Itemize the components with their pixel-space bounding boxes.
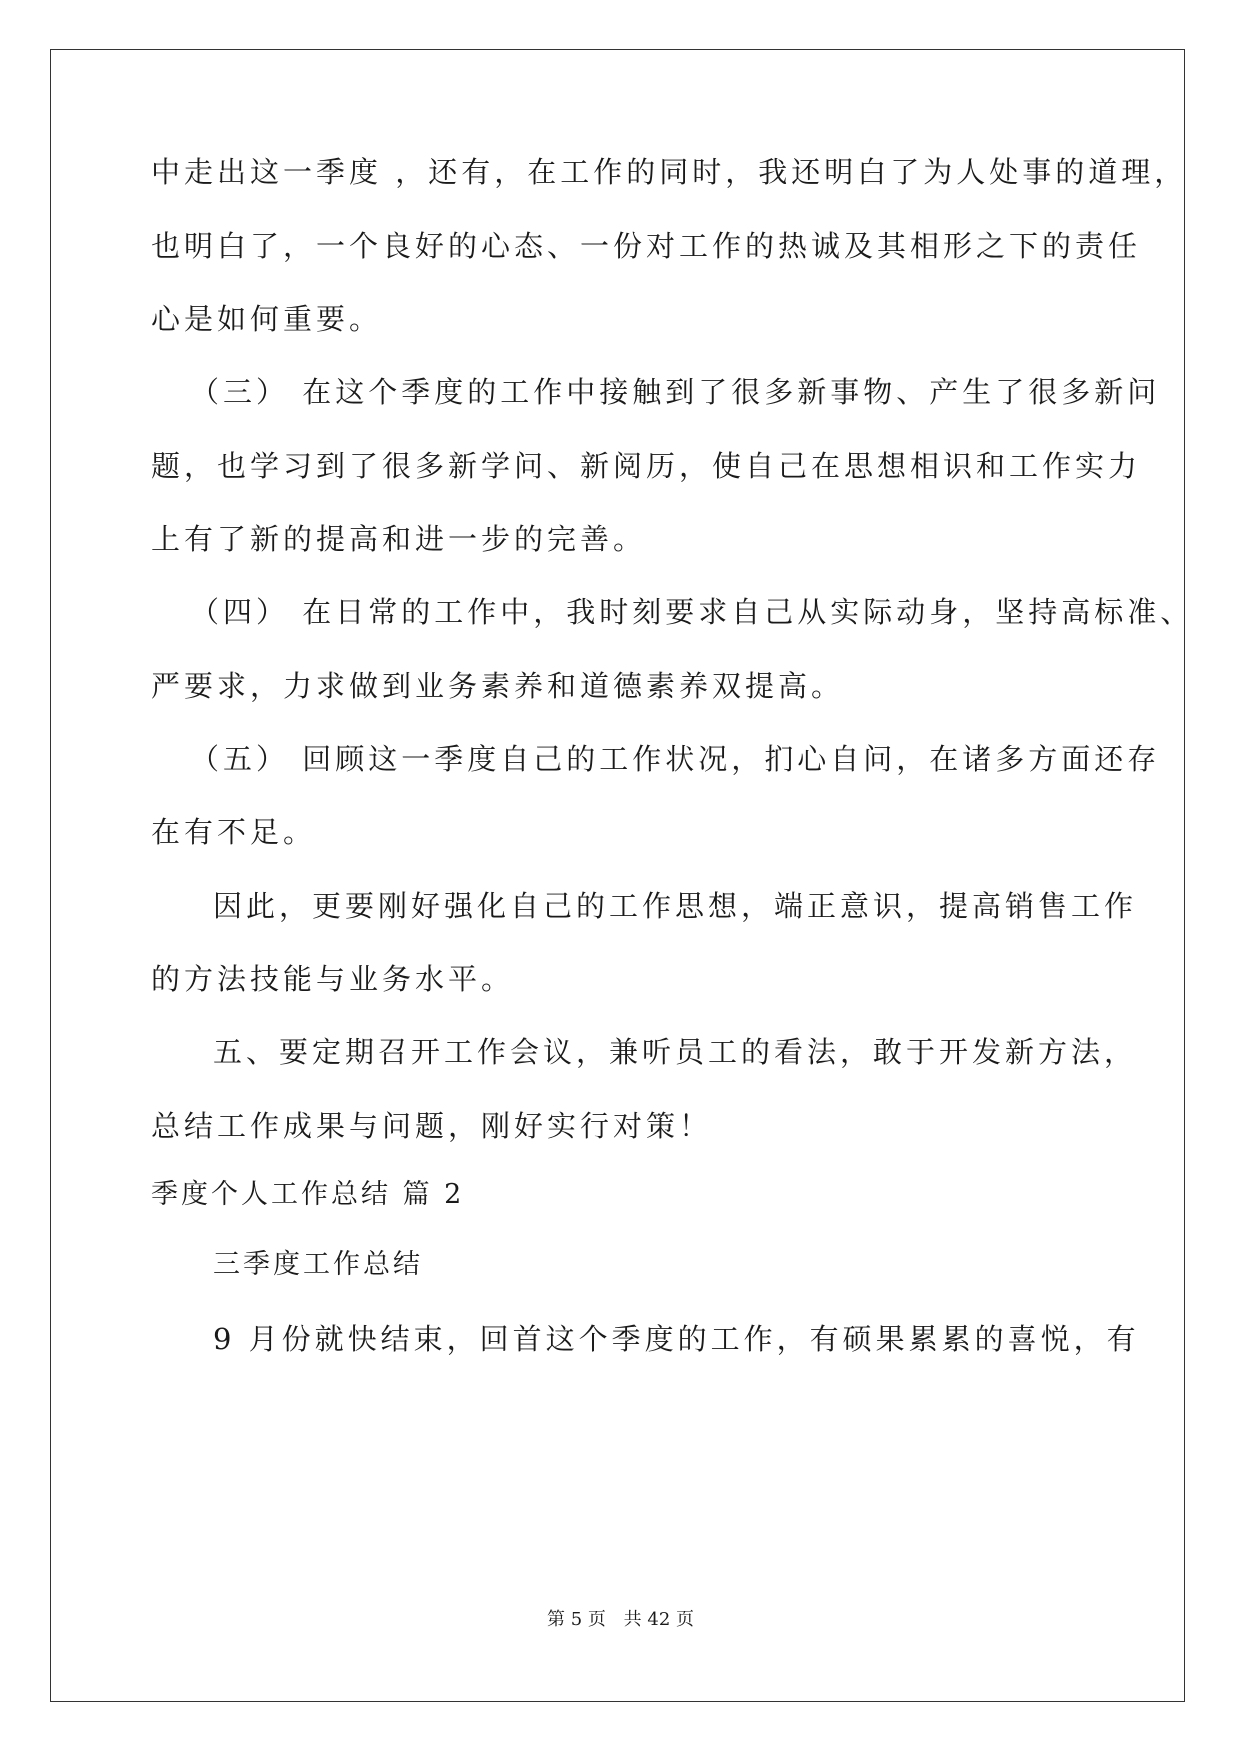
body-line: 心是如何重要。	[151, 302, 383, 336]
page-number: 第 5 页	[547, 1609, 606, 1630]
body-line: 也明白了，一个良好的心态、一份对工作的热诚及其相形之下的责任	[151, 229, 1142, 263]
body-line: 因此，更要刚好强化自己的工作思想，端正意识，提高销售工作	[213, 889, 1138, 923]
body-line: 在有不足。	[151, 815, 317, 849]
body-line: （五） 回顾这一季度自己的工作状况，扪心自问，在诸多方面还存	[190, 742, 1161, 776]
body-line: 五、要定期召开工作会议，兼听员工的看法，敢于开发新方法，	[213, 1035, 1138, 1069]
body-line: 9 月份就快结束，回首这个季度的工作，有硕果累累的喜悦，有	[213, 1322, 1140, 1356]
section-subheading: 三季度工作总结	[213, 1249, 423, 1280]
body-line: 严要求，力求做到业务素养和道德素养双提高。	[151, 669, 845, 703]
page-total: 共 42 页	[623, 1609, 694, 1630]
body-line: 题，也学习到了很多新学问、新阅历，使自己在思想相识和工作实力	[151, 449, 1142, 483]
page-border	[50, 49, 1188, 1702]
body-line: 总结工作成果与问题，刚好实行对策！	[151, 1109, 713, 1143]
body-line: 上有了新的提高和进一步的完善。	[151, 522, 647, 556]
body-line: 中走出这一季度 ，还有，在工作的同时，我还明白了为人处事的道理，	[151, 155, 1188, 189]
body-line: 的方法技能与业务水平。	[151, 962, 515, 996]
page-footer	[0, 1608, 1241, 1632]
section-heading: 季度个人工作总结 篇 2	[151, 1179, 465, 1210]
body-line: （四） 在日常的工作中，我时刻要求自己从实际动身，坚持高标准、	[190, 595, 1194, 629]
body-line: （三） 在这个季度的工作中接触到了很多新事物、产生了很多新问	[190, 375, 1161, 409]
